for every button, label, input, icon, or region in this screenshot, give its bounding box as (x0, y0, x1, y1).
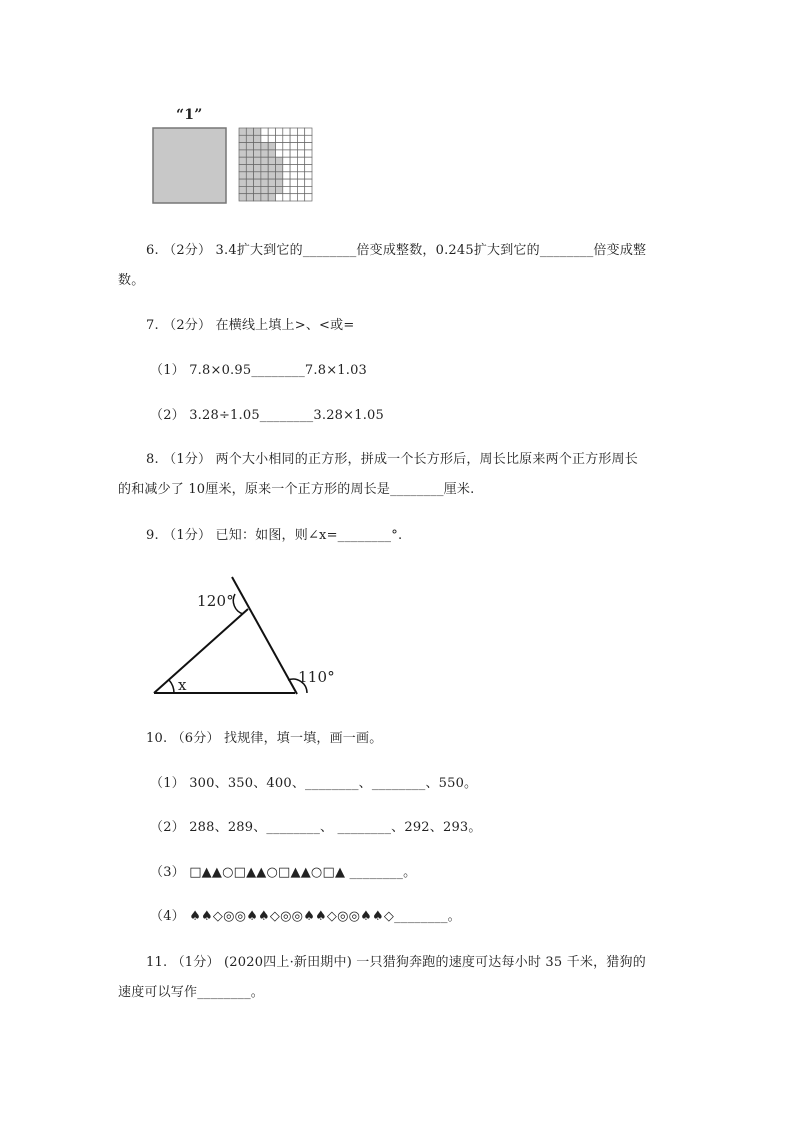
grid-cell (246, 150, 253, 157)
grid-cell (246, 128, 253, 135)
grid-cell (261, 157, 268, 164)
grid-cell (283, 135, 290, 142)
q10-part4: （4） ♠♠◇◎◎♠♠◇◎◎♠♠◇◎◎♠♠◇________。 (150, 909, 461, 924)
grid-cell (239, 157, 246, 164)
q10-part1: （1） 300、350、400、________、________、550。 (150, 776, 478, 791)
grid-cell (305, 143, 312, 150)
grid-cell (254, 128, 261, 135)
grid-cell (305, 157, 312, 164)
grid-cell (297, 179, 304, 186)
grid-cell (276, 150, 283, 157)
grid-cell (290, 186, 297, 193)
grid-cell (283, 150, 290, 157)
grid-cell (297, 135, 304, 142)
grid-cell (290, 157, 297, 164)
grid-cell (254, 165, 261, 172)
grid-cell (246, 157, 253, 164)
grid-cell (254, 143, 261, 150)
grid-cell (246, 186, 253, 193)
grid-cell (290, 165, 297, 172)
grid-cell (254, 194, 261, 201)
grid-cell (305, 150, 312, 157)
grid-cell (290, 172, 297, 179)
grid-cell (283, 128, 290, 135)
q9-stem: 9. （1分） 已知：如图，则∠x=________°. (146, 528, 403, 543)
grid-cell (276, 143, 283, 150)
q6-line2: 数。 (118, 273, 145, 288)
grid-cell (261, 172, 268, 179)
grid-cell (261, 165, 268, 172)
grid-cell (290, 150, 297, 157)
q11-line1: 11. （1分） (2020四上·新田期中) 一只猎狗奔跑的速度可达每小时 35 千米，猎狗的 (146, 955, 646, 970)
grid-cell (283, 194, 290, 201)
grid-cell (283, 179, 290, 186)
grid-cell (305, 135, 312, 142)
grid-cell (239, 179, 246, 186)
grid-cell (268, 179, 275, 186)
unit-square-svg (150, 106, 320, 210)
grid-cell (297, 194, 304, 201)
grid-cell (276, 194, 283, 201)
grid-cell (254, 135, 261, 142)
unit-square-figure (150, 106, 320, 210)
grid-cell (261, 128, 268, 135)
grid-cell (305, 172, 312, 179)
angle-120-label: 120° (197, 592, 234, 610)
grid-cell (290, 135, 297, 142)
grid-cell (268, 135, 275, 142)
grid-cell (276, 186, 283, 193)
q6-line1: 6. （2分） 3.4扩大到它的________倍变成整数，0.245扩大到它的________倍变成整 (146, 243, 647, 258)
q10-part2: （2） 288、289、________、 ________、292、293。 (150, 820, 482, 835)
grid-cell (290, 128, 297, 135)
grid-cell (276, 135, 283, 142)
q11-line2: 速度可以写作________。 (118, 985, 265, 1000)
grid-cell (297, 143, 304, 150)
grid-cell (276, 157, 283, 164)
grid-cell (239, 128, 246, 135)
grid-cell (261, 194, 268, 201)
grid-cell (297, 172, 304, 179)
grid-cell (305, 194, 312, 201)
grid-cell (297, 157, 304, 164)
grid-cell (254, 179, 261, 186)
q8-line1: 8. （1分） 两个大小相同的正方形，拼成一个长方形后，周长比原来两个正方形周长 (146, 452, 638, 467)
q7-part2: （2） 3.28÷1.05________3.28×1.05 (150, 408, 384, 423)
grid-cell (239, 143, 246, 150)
angle-x-label: x (178, 676, 187, 694)
grid-cell (276, 128, 283, 135)
grid-cell (246, 143, 253, 150)
q7-part1: （1） 7.8×0.95________7.8×1.03 (150, 363, 368, 378)
grid-cell (290, 143, 297, 150)
grid-cell (276, 172, 283, 179)
grid-cell (268, 157, 275, 164)
grid-cell (246, 179, 253, 186)
grid-cell (276, 179, 283, 186)
grid-cell (254, 172, 261, 179)
grid-cell (261, 135, 268, 142)
grid-cell (239, 150, 246, 157)
grid-cell (268, 172, 275, 179)
grid-cell (268, 194, 275, 201)
grid-cell (305, 165, 312, 172)
grid-cell (268, 143, 275, 150)
grid-cell (283, 157, 290, 164)
grid-cell (261, 150, 268, 157)
grid-cell (261, 143, 268, 150)
grid-cell (239, 194, 246, 201)
grid-cell (297, 128, 304, 135)
grid-cell (254, 157, 261, 164)
grid-cell (268, 186, 275, 193)
grid-cell (239, 186, 246, 193)
q10-stem: 10. （6分） 找规律，填一填，画一画。 (146, 731, 383, 746)
hundred-grid (239, 128, 312, 201)
grid-cell (283, 186, 290, 193)
grid-cell (239, 135, 246, 142)
q7-stem: 7. （2分） 在横线上填上>、<或= (146, 318, 355, 333)
grid-cell (290, 194, 297, 201)
grid-cell (261, 186, 268, 193)
grid-cell (283, 143, 290, 150)
grid-cell (254, 150, 261, 157)
grid-cell (246, 172, 253, 179)
grid-cell (268, 165, 275, 172)
grid-cell (246, 194, 253, 201)
grid-cell (246, 165, 253, 172)
grid-cell (276, 165, 283, 172)
grid-cell (283, 165, 290, 172)
grid-cell (305, 179, 312, 186)
q10-part3: （3） □▲▲○□▲▲○□▲▲○□▲ ________。 (150, 865, 417, 880)
grid-cell (239, 172, 246, 179)
grid-cell (246, 135, 253, 142)
unit-square-label: “1” (176, 107, 203, 123)
grid-cell (305, 128, 312, 135)
grid-cell (239, 165, 246, 172)
grid-cell (268, 150, 275, 157)
grid-cell (290, 179, 297, 186)
grid-cell (297, 186, 304, 193)
q8-line2: 的和减少了 10厘米，原来一个正方形的周长是________厘米. (118, 482, 475, 497)
angle-110-label: 110° (298, 668, 335, 686)
grid-cell (261, 179, 268, 186)
grid-cell (297, 150, 304, 157)
grid-cell (254, 186, 261, 193)
grid-cell (283, 172, 290, 179)
grid-cell (305, 186, 312, 193)
grid-cell (297, 165, 304, 172)
triangle-figure (150, 572, 350, 698)
grid-cell (268, 128, 275, 135)
